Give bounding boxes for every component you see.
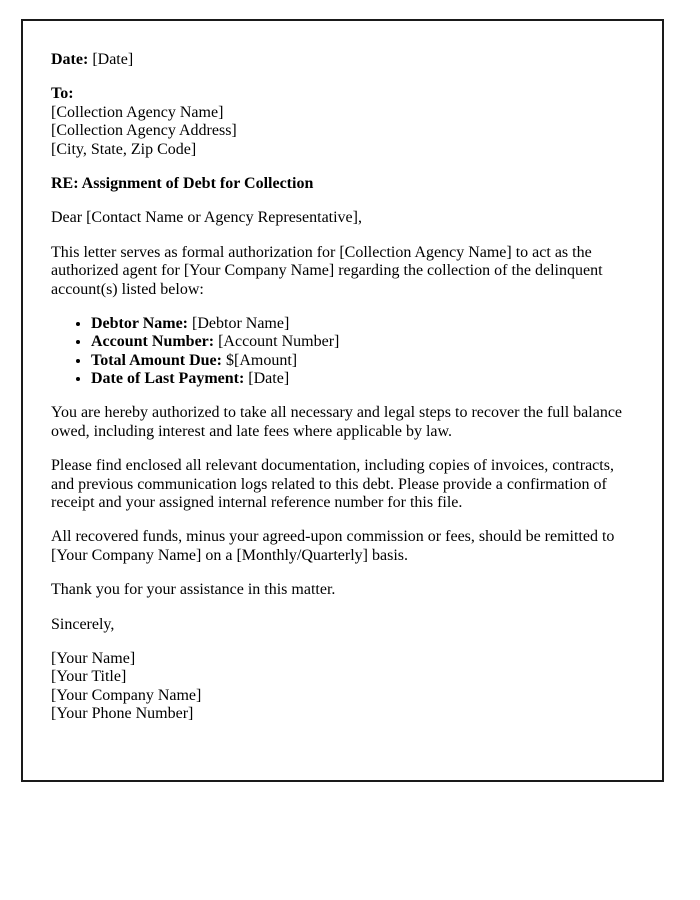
- debt-detail-label: Account Number:: [91, 333, 215, 351]
- recipient-line: [Collection Agency Address]: [51, 122, 237, 140]
- debt-detail-value: [Debtor Name]: [192, 314, 290, 332]
- debt-detail-value: $[Amount]: [225, 351, 298, 369]
- signature-block: [51, 650, 632, 724]
- signature-line: [Your Company Name]: [51, 686, 202, 704]
- letter-document: [21, 19, 664, 782]
- date-value: [Date]: [92, 51, 134, 68]
- signature-line: [Your Phone Number]: [51, 705, 194, 723]
- debt-detail-item: [91, 315, 632, 333]
- debt-detail-value: [Account Number]: [218, 333, 340, 351]
- debt-details-list: [51, 315, 632, 389]
- documentation-paragraph: Please find enclosed all relevant documentation, including copies of invoices, contracts, and previous communication logs related to this debt. Please provide a confirmation of receipt and your assigned internal reference number for this file.: [51, 457, 614, 512]
- salutation: Dear [Contact Name or Agency Representative],: [51, 209, 362, 227]
- recipient-line: [City, State, Zip Code]: [51, 140, 197, 158]
- recipient-label: To:: [51, 85, 74, 103]
- debt-detail-value: [Date]: [248, 370, 290, 388]
- debt-detail-item: [91, 370, 632, 388]
- debt-detail-label: Debtor Name:: [91, 314, 189, 332]
- debt-detail-label: Date of Last Payment:: [91, 370, 245, 388]
- signature-line: [Your Name]: [51, 649, 136, 667]
- debt-detail-item: [91, 352, 632, 370]
- date-line: [51, 51, 632, 69]
- debt-detail-label: Total Amount Due:: [91, 351, 222, 369]
- remittance-paragraph: All recovered funds, minus your agreed-upon commission or fees, should be remitted to [Your Company Name] on a [Monthly/Quarterly] basis.: [51, 528, 615, 564]
- recipient-block: [51, 85, 632, 159]
- authorization-paragraph: You are hereby authorized to take all necessary and legal steps to recover the full balance owed, including interest and late fees where applicable by law.: [51, 404, 623, 440]
- thanks-paragraph: Thank you for your assistance in this matter.: [51, 581, 336, 599]
- intro-paragraph: This letter serves as formal authorization for [Collection Agency Name] to act as the authorized agent for [Your Company Name] regarding the collection of the delinquent account(s) listed below:: [51, 243, 603, 298]
- debt-detail-item: [91, 333, 632, 351]
- closing: Sincerely,: [51, 615, 115, 633]
- date-label: Date:: [51, 51, 89, 68]
- recipient-line: [Collection Agency Name]: [51, 103, 224, 121]
- signature-line: [Your Title]: [51, 668, 127, 686]
- subject-line: RE: Assignment of Debt for Collection: [51, 174, 314, 192]
